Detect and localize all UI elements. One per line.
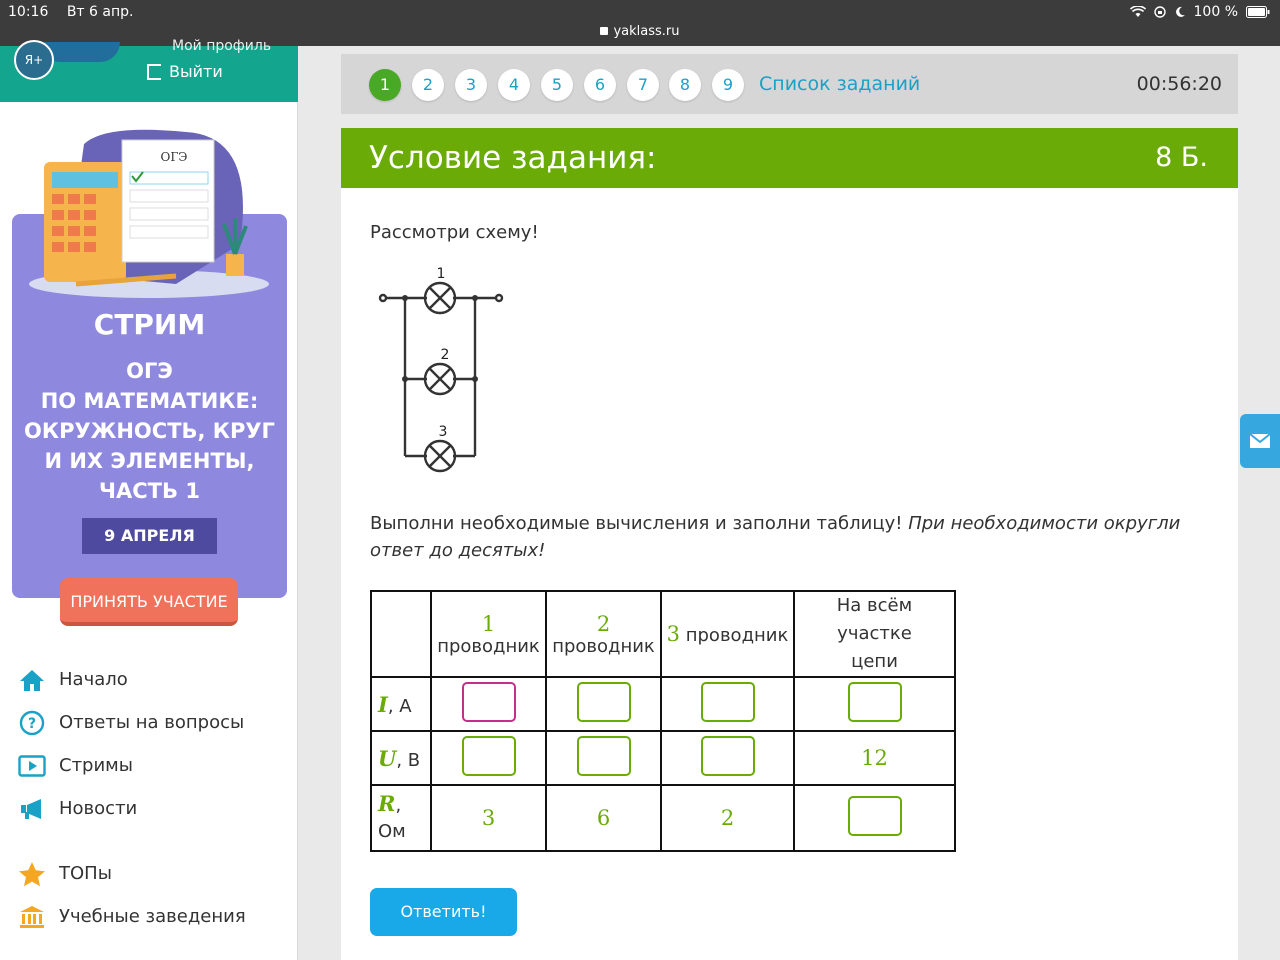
header-number: 1: [481, 611, 496, 636]
task-tab-6[interactable]: 6: [584, 69, 616, 101]
nav-item-tops[interactable]: [18, 852, 288, 895]
given-value: 12: [861, 746, 888, 770]
task-points: 8 Б.: [1155, 142, 1208, 173]
status-time: 10:16: [8, 4, 49, 20]
task-tab-7[interactable]: 7: [627, 69, 659, 101]
nav-item-label: Учебные заведения: [59, 906, 246, 927]
nav-item-label: Новости: [59, 798, 138, 819]
sidebar-nav: [18, 658, 288, 938]
answer-table: [370, 590, 956, 852]
main-content: [341, 54, 1238, 960]
moon-icon: [1174, 6, 1186, 18]
task-tab-5[interactable]: 5: [541, 69, 573, 101]
rotation-lock-icon: [1154, 6, 1166, 18]
row-label-resistance: [371, 785, 431, 851]
var-symbol: U: [378, 745, 397, 771]
megaphone-icon: [18, 795, 46, 823]
given-value: 6: [596, 806, 611, 830]
url-text: yaklass.ru: [613, 24, 680, 39]
lamp-label-1: 1: [436, 266, 446, 282]
play-icon: [18, 752, 46, 780]
table-cell: [794, 785, 955, 851]
logout-label: Выйти: [169, 62, 223, 81]
submit-answer-button[interactable]: Ответить!: [370, 888, 517, 936]
battery-percent: 100 %: [1193, 4, 1238, 20]
sidebar: [0, 38, 298, 960]
table-cell: [431, 785, 546, 851]
nav-item-home[interactable]: [18, 658, 288, 701]
yaklass-logo-icon[interactable]: Я+: [14, 40, 54, 80]
var-symbol: R: [378, 791, 396, 816]
var-unit: , А: [387, 695, 412, 717]
answer-input-u2[interactable]: [577, 736, 631, 776]
nav-item-label: Начало: [59, 669, 128, 690]
envelope-icon: [1249, 433, 1271, 449]
var-unit: , В: [396, 749, 421, 771]
answer-input-i-total[interactable]: [848, 682, 902, 722]
status-date: Вт 6 апр.: [66, 4, 134, 20]
url-bar[interactable]: [0, 24, 1280, 39]
promo-subtitle: [12, 356, 287, 506]
instruction-text: Выполни необходимые вычисления и заполни таблицу!: [370, 513, 903, 534]
task-intro: Рассмотри схему!: [370, 222, 539, 243]
promo-subtitle-line: ПО МАТЕМАТИКЕ:: [40, 389, 259, 413]
logout-link[interactable]: [147, 62, 223, 81]
lock-icon: [600, 27, 608, 35]
row-label-voltage: [371, 731, 431, 785]
nav-item-institutions[interactable]: [18, 895, 288, 938]
nav-item-news[interactable]: [18, 787, 288, 830]
join-stream-button[interactable]: ПРИНЯТЬ УЧАСТИЕ: [60, 578, 238, 626]
task-card: [341, 128, 1238, 960]
task-tab-2[interactable]: 2: [412, 69, 444, 101]
answer-input-u1[interactable]: [462, 736, 516, 776]
table-cell: [431, 677, 546, 731]
table-cell: [431, 731, 546, 785]
task-tab-8[interactable]: 8: [669, 69, 701, 101]
table-cell: [546, 785, 661, 851]
task-header: [341, 128, 1238, 188]
given-value: 3: [481, 806, 496, 830]
nav-item-answers[interactable]: [18, 701, 288, 744]
table-header-cell: [661, 591, 794, 677]
logout-icon: [147, 64, 161, 80]
star-icon: [18, 860, 46, 888]
given-value: 2: [720, 806, 735, 830]
promo-title: СТРИМ: [93, 308, 206, 341]
answer-input-i2[interactable]: [577, 682, 631, 722]
building-icon: [18, 903, 46, 931]
table-cell: [661, 731, 794, 785]
feedback-tab[interactable]: [1240, 414, 1280, 468]
circuit-diagram: [375, 266, 505, 476]
answer-input-i1[interactable]: [462, 682, 516, 722]
question-icon: [18, 709, 46, 737]
task-tabs: [341, 54, 1238, 114]
nav-item-label: ТОПы: [59, 863, 112, 884]
home-icon: [18, 666, 46, 694]
table-header-cell: [546, 591, 661, 677]
table-cell: [546, 731, 661, 785]
promo-exam-label: ОГЭ: [160, 150, 188, 164]
wifi-icon: [1130, 6, 1146, 18]
task-title: Условие задания:: [369, 140, 657, 176]
promo-subtitle-line: ОГЭ: [126, 359, 173, 383]
promo-date-badge: 9 АПРЕЛЯ: [82, 518, 217, 554]
lamp-label-3: 3: [438, 424, 448, 440]
header-number: 3: [666, 622, 680, 646]
header-number: 2: [596, 611, 611, 636]
header-text: проводник: [552, 635, 655, 657]
task-tab-1[interactable]: 1: [369, 69, 401, 101]
table-header-cell: [794, 591, 955, 677]
var-unit: , Ом: [378, 795, 406, 842]
header-text: проводник: [685, 625, 789, 646]
instruction-note: При необходимости округли ответ до десятых!: [370, 513, 1181, 561]
table-cell: [794, 731, 955, 785]
header-text: На всём участке цепи: [836, 595, 913, 672]
table-cell: [661, 785, 794, 851]
table-cell: [794, 677, 955, 731]
answer-input-r-total[interactable]: [848, 796, 902, 836]
table-cell: [661, 677, 794, 731]
task-list-link[interactable]: Список заданий: [759, 73, 921, 95]
table-cell: [546, 677, 661, 731]
header-text: проводник: [437, 635, 540, 657]
task-tab-3[interactable]: 3: [455, 69, 487, 101]
nav-item-label: Стримы: [59, 755, 133, 776]
promo-subtitle-line: ОКРУЖНОСТЬ, КРУГ: [24, 419, 275, 443]
sidebar-user-panel: [0, 38, 298, 102]
answer-input-i3[interactable]: [701, 682, 755, 722]
nav-item-streams[interactable]: [18, 744, 288, 787]
promo-subtitle-line: И ИХ ЭЛЕМЕНТЫ,: [44, 449, 255, 473]
nav-item-label: Ответы на вопросы: [59, 712, 245, 733]
var-symbol: I: [378, 691, 388, 717]
table-header-cell: [431, 591, 546, 677]
svg-text:?: ?: [27, 715, 37, 732]
battery-icon: [1246, 6, 1270, 18]
task-tab-9[interactable]: 9: [712, 69, 744, 101]
task-instruction: [370, 510, 1210, 564]
answer-input-u3[interactable]: [701, 736, 755, 776]
table-corner-cell: [371, 591, 431, 677]
my-profile-link[interactable]: Мой профиль: [172, 38, 272, 54]
row-label-current: [371, 677, 431, 731]
promo-subtitle-line: ЧАСТЬ 1: [99, 479, 200, 503]
task-tab-4[interactable]: 4: [498, 69, 530, 101]
timer: 00:56:20: [1136, 73, 1222, 95]
lamp-label-2: 2: [440, 347, 450, 363]
